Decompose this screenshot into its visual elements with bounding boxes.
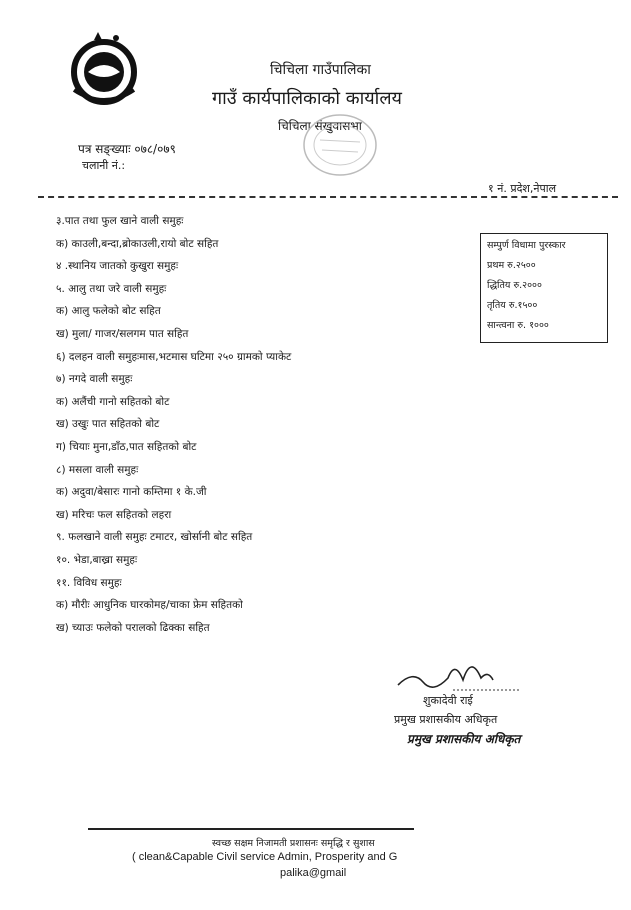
- signatory-title: प्रमुख प्रशासकीय अधिकृत: [394, 713, 498, 726]
- list-item: ५. आलु तथा जरे वाली समुहः: [56, 282, 167, 295]
- province-label: १ नं. प्रदेश,नेपाल: [488, 182, 557, 195]
- prize-row: सान्त्वना रु. १०००: [487, 320, 549, 331]
- category-list: [56, 213, 291, 642]
- list-item: ८) मसला वाली समुहः: [56, 463, 139, 476]
- list-item: ख) उखुः पात सहितको बोट: [56, 418, 160, 431]
- prize-row: द्धितिय रु.२०००: [487, 280, 542, 291]
- municipality-name: चिचिला गाउँपालिका: [270, 62, 371, 78]
- list-item: ख) मरिचः फल सहितको लहरा: [56, 508, 172, 521]
- list-item: ४ .स्थानिय जातको कुखुरा समुहः: [56, 260, 179, 273]
- list-item: क) अलैंची गानो सहितको बोट: [56, 395, 170, 408]
- list-item: ६) दलहन वाली समुहःमास,भटमास घटिमा २५० ग्रामको प्याकेट: [56, 350, 292, 363]
- prize-box: [480, 233, 608, 343]
- prize-row: तृतिय रु.१५००: [487, 300, 538, 311]
- list-item: क) मौरीः आधुनिक घारकोमह/चाका फ्रेम सहितको: [56, 599, 243, 612]
- list-item: ख) च्याउः फलेको परालको ढिक्का सहित: [56, 621, 210, 634]
- list-item: क) आलु फलेको बोट सहित: [56, 305, 161, 318]
- office-location: चिचिला संखुवासभा: [278, 119, 362, 133]
- list-item: १०. भेडा,बाख्रा समुहः: [56, 553, 138, 566]
- signatory-name: शुकादेवी राई: [423, 694, 473, 707]
- list-item: ख) मुला/ गाजर/सलगम पात सहित: [56, 327, 189, 340]
- list-item: ३.पात तथा फुल खाने वाली समुहः: [56, 215, 184, 227]
- list-item: ९. फलखाने वाली समुहः टमाटर, खोर्सानी बोट सहित: [56, 531, 253, 544]
- prize-heading: सम्पुर्ण विधामा पुरस्कार: [487, 240, 566, 251]
- handwritten-signature: [393, 650, 523, 695]
- dispatch-number: चलानी नं.:: [82, 159, 126, 172]
- list-item: ११. विविध समुहः: [56, 576, 122, 589]
- footer-slogan-english: ( clean&Capable Civil service Admin, Prosperity and G: [132, 851, 398, 863]
- list-item: ७) नगदे वाली समुहः: [56, 373, 133, 386]
- office-stamp: [300, 110, 380, 180]
- list-item: ग) चियाः मुना,डाँठ,पात सहितको बोट: [56, 440, 197, 453]
- list-item: क) काउली,बन्दा,ब्रोकाउली,रायो बोट सहित: [56, 237, 219, 250]
- nepal-emblem-logo: [64, 30, 144, 110]
- office-name: गाउँ कार्यपालिकाको कार्यालय: [212, 88, 402, 109]
- footer-divider: [88, 828, 414, 830]
- list-item: क) अदुवा/बेसारः गानो कम्तिमा १ के.जी: [56, 486, 207, 499]
- footer-email: palika@gmail: [280, 867, 347, 879]
- divider: [38, 196, 618, 198]
- prize-row: प्रथम रु.२५००: [487, 260, 536, 271]
- letter-number: पत्र सङ्ख्याः ०७८/०७९: [78, 142, 176, 156]
- title-stamp: प्रमुख प्रशासकीय अधिकृत: [407, 732, 521, 746]
- footer-slogan-nepali: स्वच्छ सक्षम निजामती प्रशासनः समृद्धि र सुशास: [212, 838, 375, 849]
